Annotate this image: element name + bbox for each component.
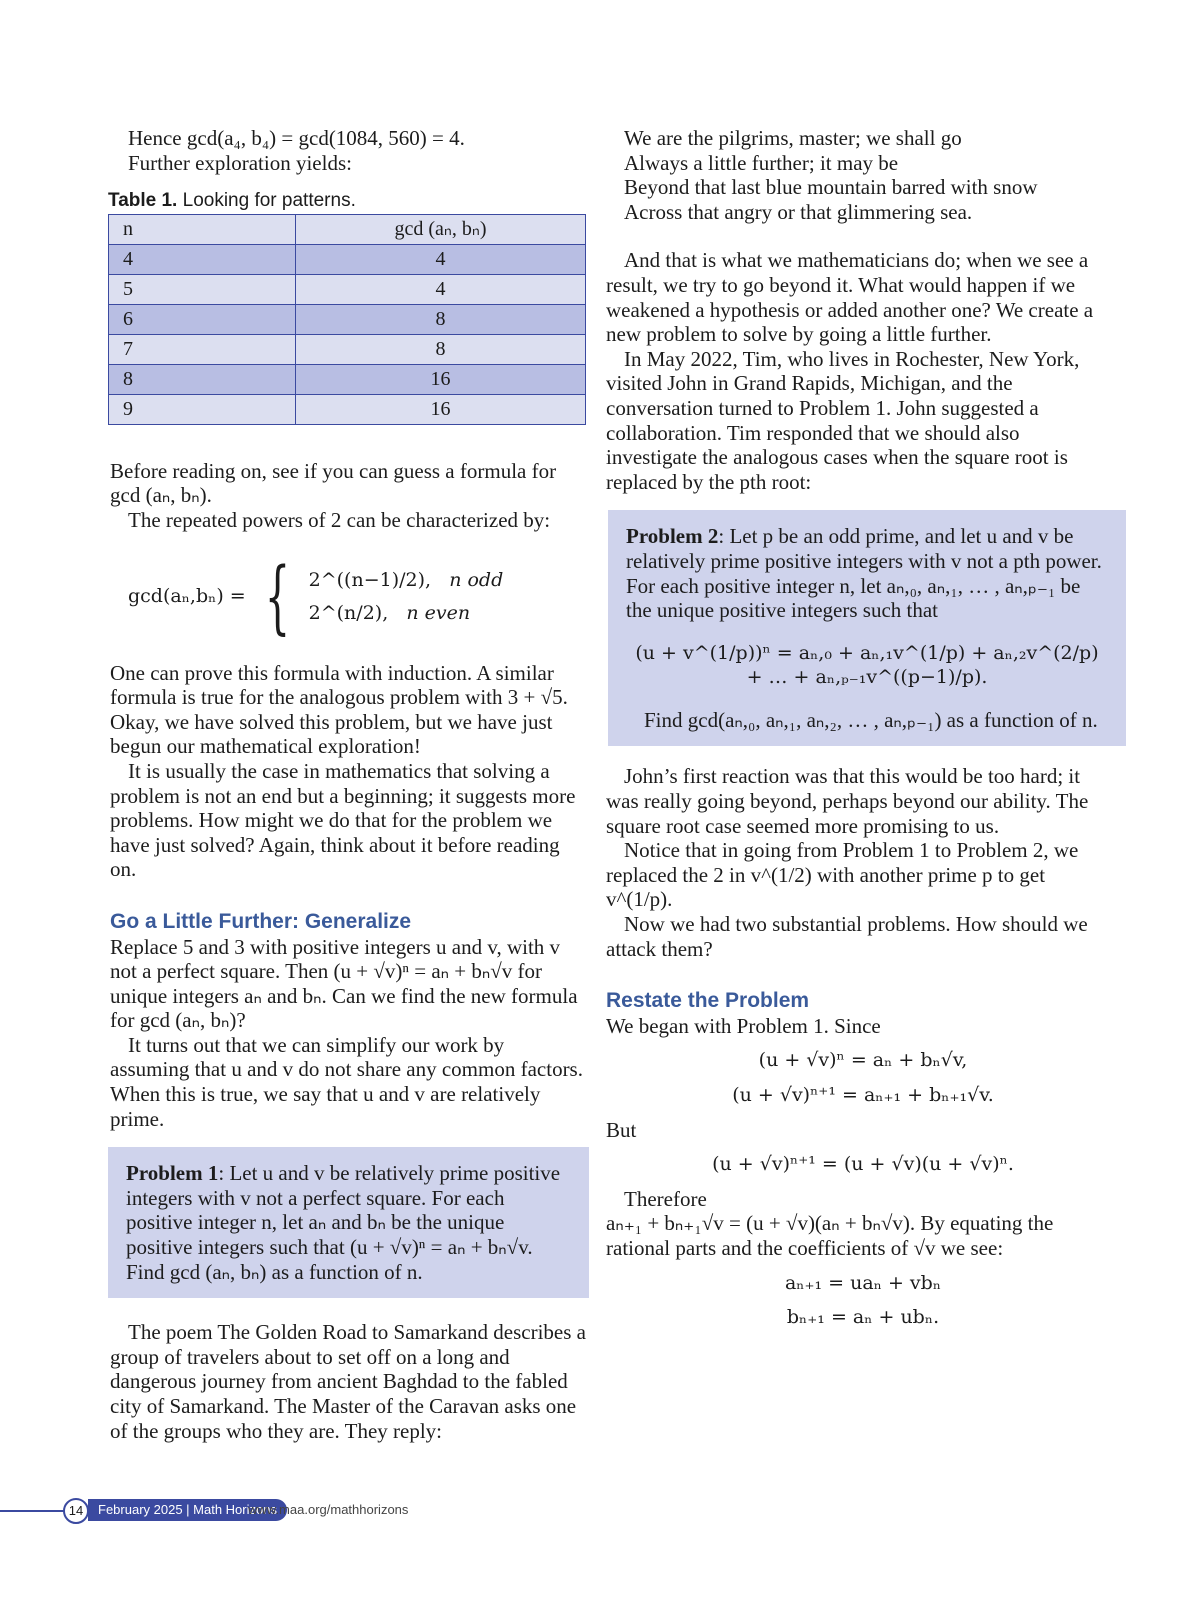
problem-2-text: : Let p be an odd prime, and let u and v be relatively prime positive integers with v not a pth power. For each positive integer n, let aₙ,₀, aₙ,₁, … , aₙ,ₚ₋₁ be the unique positive integers such that	[626, 524, 1102, 623]
paragraph-replace: Replace 5 and 3 with positive integers u and v, with v not a perfect square. Then (u + √v)ⁿ = aₙ + bₙ√v for unique integers aₙ and bₙ. Can we find the new formula for gcd (aₙ, bₙ)?	[110, 934, 578, 1033]
table-cell-gcd: 8	[296, 334, 586, 364]
table-header-gcd: gcd (aₙ, bₙ)	[296, 214, 586, 244]
problem-1-box	[108, 1147, 589, 1298]
paragraph-simplify: It turns out that we can simplify our work by assuming that u and v do not share any common factors. When this is true, we say that u and v are relatively prime.	[110, 1032, 583, 1131]
patterns-table	[108, 214, 586, 425]
formula-lhs: gcd(aₙ,bₙ) =	[128, 585, 246, 608]
formula-case-even	[309, 601, 504, 626]
page-footer	[0, 1496, 1200, 1524]
paragraph-equating: aₙ₊₁ + bₙ₊₁√v = (u + √v)(aₙ + bₙ√v). By equating the rational parts and the coefficients of √v we see:	[606, 1211, 1054, 1260]
intro-line-1: Hence gcd(a₄, b₄) = gcd(1084, 560) = 4.	[128, 126, 465, 150]
case-even-condition: n even	[406, 601, 471, 624]
poem-line: We are the pilgrims, master; we shall go	[624, 126, 962, 150]
formula-cases	[309, 560, 504, 633]
brace-glyph: {	[264, 549, 290, 643]
paragraph-usually: It is usually the case in mathematics that solving a problem is not an end but a beginning; it suggests more problems. How might we do that for the problem we have just solved? Again, think about it before reading on.	[110, 758, 576, 882]
case-odd-value: 2^((n−1)/2),	[308, 568, 432, 591]
table-header-row	[109, 214, 586, 244]
table-caption-text: Looking for patterns.	[182, 190, 356, 212]
case-even-value: 2^(n/2),	[308, 601, 389, 624]
table-cell-n: 7	[109, 334, 296, 364]
table-cell-gcd: 8	[296, 304, 586, 334]
paragraph-prove: One can prove this formula with induction. A similar formula is true for the analogous problem with 3 + √5. Okay, we have solved this problem, but we have just begun our mathematical exploration!	[110, 660, 568, 759]
table-caption-label: Table 1.	[108, 190, 178, 212]
paragraph-john: John’s first reaction was that this would be too hard; it was really going beyond, perhaps beyond our ability. The square root case seemed more promising to us.	[606, 764, 1089, 838]
problem-2-equation: (u + v^(1/p))ⁿ = aₙ,₀ + aₙ,₁v^(1/p) + aₙ,₂v^(2/p) + … + aₙ,ₚ₋₁v^((p−1)/p).	[635, 641, 1099, 689]
poem-line: Beyond that last blue mountain barred with snow	[624, 175, 1038, 200]
heading-restate: Restate the Problem	[606, 989, 810, 1013]
problem-2-find: Find gcd(aₙ,₀, aₙ,₁, aₙ,₂, … , aₙ,ₚ₋₁) as a function of n.	[644, 707, 1098, 732]
paragraph-began: We began with Problem 1. Since	[606, 1013, 881, 1038]
table-cell-n: 8	[109, 364, 296, 394]
issue-label: February 2025 | Math Horizons	[88, 1499, 287, 1521]
table-row	[109, 394, 586, 424]
equation-1: (u + √v)ⁿ = aₙ + bₙ√v,	[758, 1049, 968, 1072]
footer-rule	[0, 1510, 64, 1512]
problem-1-text: : Let u and v be relatively prime positive integers with v not a perfect square. For each positive integer n, let aₙ and bₙ be the unique positive integers such that (u + √v)ⁿ = aₙ + bₙ√v. Find gcd (aₙ, bₙ) as a function of n.	[126, 1161, 561, 1284]
equation-3: (u + √v)ⁿ⁺¹ = (u + √v)(u + √v)ⁿ.	[712, 1153, 1014, 1176]
left-column	[110, 126, 588, 1443]
problem-1-label: Problem 1	[126, 1161, 219, 1186]
problem-2-box	[608, 510, 1126, 746]
poem-line: Always a little further; it may be	[624, 150, 899, 175]
paragraph-but: But	[606, 1117, 637, 1142]
heading-generalize: Go a Little Further: Generalize	[110, 909, 412, 933]
table-cell-n: 5	[109, 274, 296, 304]
paragraph-that: And that is what we mathematicians do; when we see a result, we try to go beyond it. What would happen if we weakened a hypothesis or added another one? We create a new problem to solve by going a little further.	[606, 248, 1094, 347]
table-row	[109, 274, 586, 304]
table-header-n: n	[109, 214, 296, 244]
table-cell-n: 6	[109, 304, 296, 334]
equation-4: aₙ₊₁ = uaₙ + vbₙ	[784, 1271, 942, 1294]
table-cell-gcd: 4	[296, 244, 586, 274]
table-row	[109, 334, 586, 364]
table-row	[109, 364, 586, 394]
table-row	[109, 304, 586, 334]
equation-5: bₙ₊₁ = aₙ + ubₙ.	[786, 1306, 940, 1329]
table-cell-gcd: 16	[296, 364, 586, 394]
table-row	[109, 244, 586, 274]
paragraph-guess: Before reading on, see if you can guess a formula for gcd (aₙ, bₙ).	[110, 458, 557, 508]
case-odd-condition: n odd	[449, 568, 504, 591]
intro-line-2: Further exploration yields:	[128, 150, 352, 175]
site-url[interactable]: www.maa.org/mathhorizons	[248, 1502, 409, 1517]
paragraph-now: Now we had two substantial problems. How should we attack them?	[606, 912, 1088, 961]
problem-2-label: Problem 2	[626, 524, 719, 549]
right-column	[606, 126, 1102, 1340]
equation-2: (u + √v)ⁿ⁺¹ = aₙ₊₁ + bₙ₊₁√v.	[732, 1084, 994, 1106]
paragraph-therefore: Therefore	[624, 1186, 707, 1211]
page-number-badge: 14	[63, 1498, 89, 1524]
gcd-formula	[128, 549, 588, 643]
paragraph-may: In May 2022, Tim, who lives in Rochester, New York, visited John in Grand Rapids, Michigan, and the conversation turned to Problem 1. John suggested a collaboration. Tim responded that we should also investigate the analogous cases when the square root is replaced by the pth root:	[606, 346, 1080, 494]
paragraph-notice: Notice that in going from Problem 1 to Problem 2, we replaced the 2 in v^(1/2) with another prime p to get v^(1/p).	[606, 838, 1079, 912]
table-cell-gcd: 4	[296, 274, 586, 304]
formula-case-odd	[309, 568, 504, 593]
table-cell-n: 9	[109, 394, 296, 424]
poem-line: Across that angry or that glimmering sea.	[624, 199, 973, 224]
table-caption	[108, 189, 588, 214]
poem-stanza	[624, 126, 1102, 224]
paragraph-repeated: The repeated powers of 2 can be characterized by:	[128, 507, 551, 532]
table-cell-n: 4	[109, 244, 296, 274]
paragraph-poem-intro: The poem The Golden Road to Samarkand describes a group of travelers about to set off on a long and dangerous journey from ancient Baghdad to the fabled city of Samarkand. The Master of the Caravan asks one of the groups who they are. They reply:	[110, 1320, 586, 1443]
table-cell-gcd: 16	[296, 394, 586, 424]
